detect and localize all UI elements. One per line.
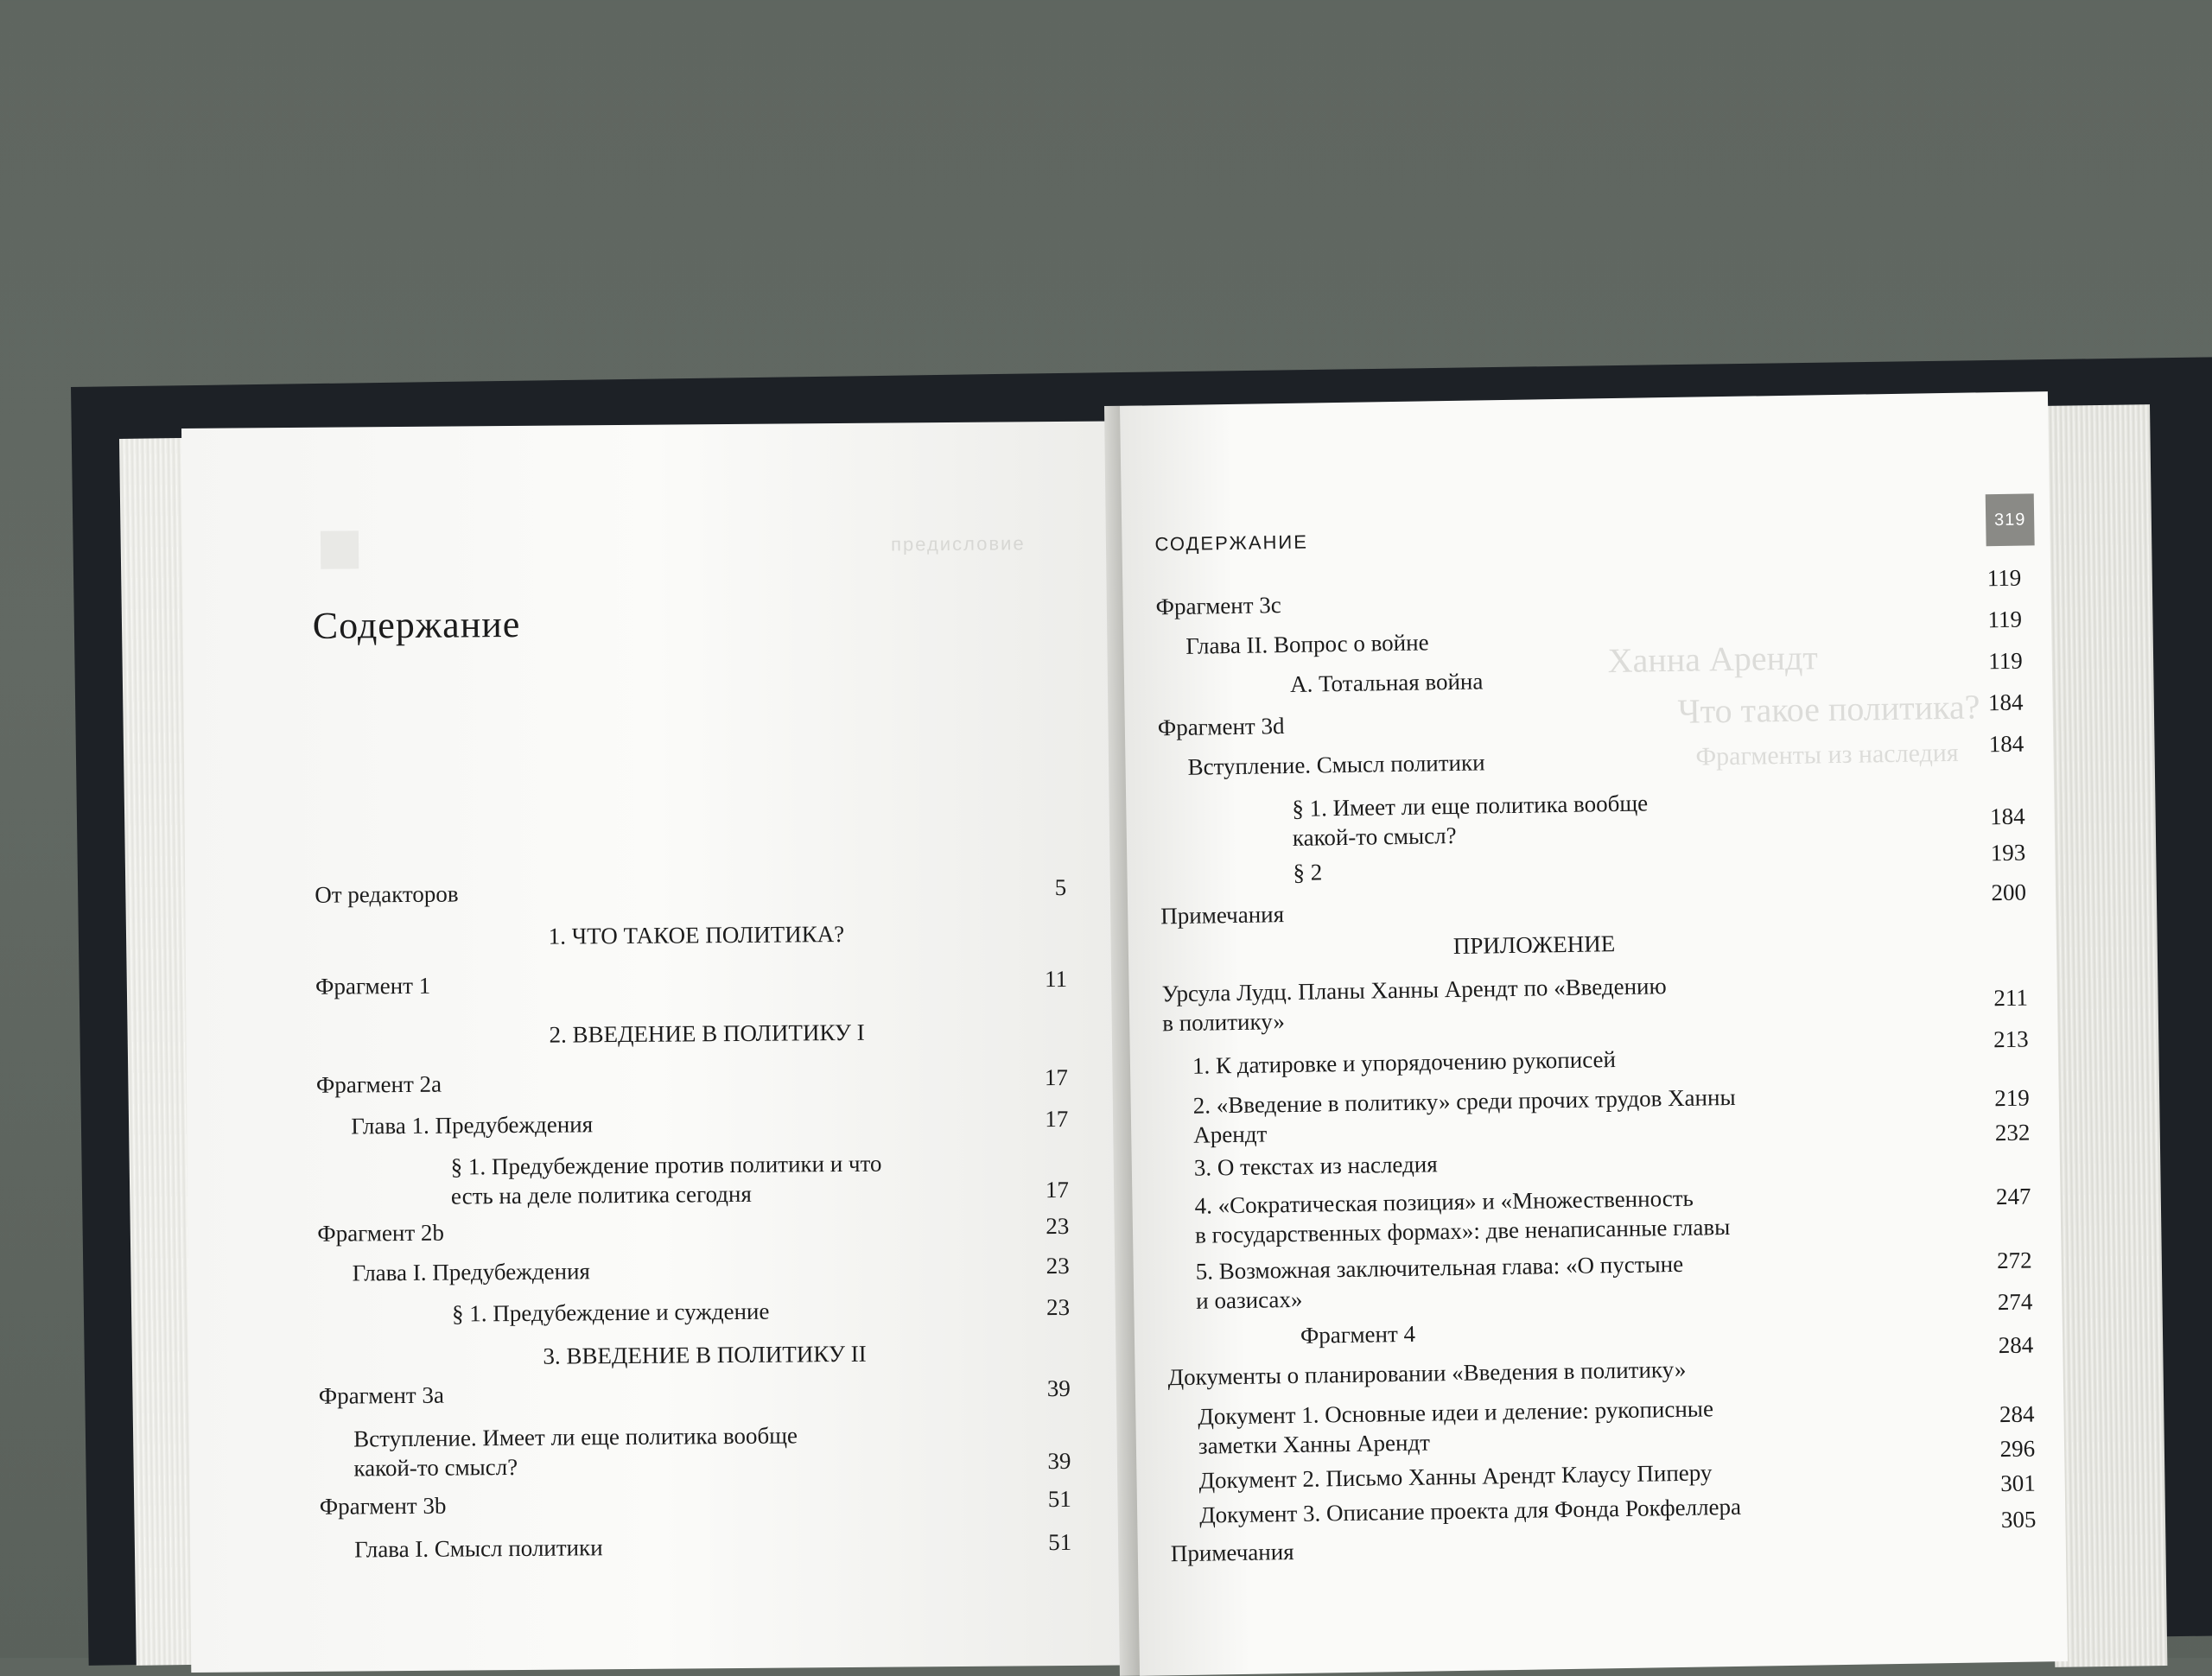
toc-entry: в государственных формах»: две ненаписанные главы bbox=[1194, 1214, 1731, 1248]
running-header: СОДЕРЖАНИЕ bbox=[1154, 530, 1309, 555]
ghost-page-box bbox=[321, 530, 359, 568]
toc-entry: Фрагмент 2a bbox=[315, 1070, 442, 1098]
toc-entry: От редакторов bbox=[315, 880, 459, 908]
toc-entry: Фрагмент 2b bbox=[317, 1219, 445, 1247]
toc-entry: Примечания bbox=[1160, 901, 1285, 930]
toc-entry: Вступление. Смысл политики bbox=[1187, 749, 1485, 780]
toc-page-number: 284 bbox=[1999, 1400, 2035, 1428]
toc-entry: Вступление. Имеет ли еще политика вообще bbox=[353, 1422, 798, 1452]
toc-page-number: 17 bbox=[1045, 1176, 1070, 1203]
ghost-header: предисловие bbox=[890, 532, 1026, 555]
toc-page-number: 39 bbox=[1047, 1447, 1071, 1475]
toc-page-number: 119 bbox=[1988, 647, 2023, 675]
toc-page-number: 272 bbox=[1996, 1247, 2032, 1274]
toc-entry: А. Тотальная война bbox=[1289, 668, 1484, 697]
toc-page-number: 211 bbox=[1993, 984, 2029, 1012]
toc-entry: в политику» bbox=[1161, 1008, 1286, 1037]
toc-entry: какой-то смысл? bbox=[1292, 822, 1457, 851]
toc-entry: Глава I. Предубеждения bbox=[352, 1258, 591, 1286]
right-page bbox=[1120, 391, 2068, 1676]
toc-entry: Глава 1. Предубеждения bbox=[351, 1111, 594, 1140]
toc-entry: заметки Ханны Арендт bbox=[1198, 1429, 1431, 1459]
toc-entry: Документы о планировании «Введения в политику» bbox=[1167, 1355, 1687, 1391]
toc-page-number: 17 bbox=[1045, 1105, 1069, 1133]
toc-page-number: 184 bbox=[1988, 730, 2024, 758]
toc-page-number: 11 bbox=[1044, 965, 1068, 993]
ghost-title: Что такое политика? bbox=[1677, 687, 1980, 731]
ghost-subtitle: Фрагменты из наследия bbox=[1695, 738, 1959, 771]
toc-entry: 1. К датировке и упорядочению рукописей bbox=[1192, 1046, 1617, 1079]
toc-page-number: 119 bbox=[1986, 564, 2022, 592]
toc-page-number: 23 bbox=[1046, 1293, 1071, 1321]
toc-entry: Фрагмент 4 bbox=[1300, 1320, 1416, 1349]
toc-entry: какой-то смысл? bbox=[353, 1453, 518, 1482]
ghost-author: Ханна Арендт bbox=[1607, 638, 1819, 681]
toc-page-number: 274 bbox=[1997, 1288, 2033, 1316]
toc-entry: 4. «Сократическая позиция» и «Множественность bbox=[1194, 1184, 1694, 1219]
toc-page-number: 51 bbox=[1047, 1485, 1071, 1513]
toc-entry: Глава I. Смысл политики bbox=[354, 1534, 603, 1563]
toc-page-number: 17 bbox=[1044, 1063, 1069, 1091]
toc-page-number: 119 bbox=[1987, 606, 2023, 633]
toc-entry: Арендт bbox=[1193, 1121, 1268, 1148]
toc-entry: § 1. Предубеждение и суждение bbox=[451, 1298, 770, 1327]
toc-page-number: 232 bbox=[1994, 1119, 2031, 1146]
toc-section-heading: ПРИЛОЖЕНИЕ bbox=[1452, 930, 1616, 960]
toc-page-number: 247 bbox=[1995, 1183, 2031, 1210]
toc-page-number: 23 bbox=[1046, 1212, 1070, 1240]
toc-page-number: 23 bbox=[1046, 1252, 1070, 1279]
toc-entry: Примечания bbox=[1170, 1538, 1294, 1567]
toc-entry: 3. О текстах из наследия bbox=[1193, 1151, 1438, 1181]
toc-section-heading: 3. ВВЕДЕНИЕ В ПОЛИТИКУ II bbox=[543, 1340, 867, 1369]
toc-section-heading: 2. ВВЕДЕНИЕ В ПОЛИТИКУ I bbox=[549, 1019, 865, 1048]
toc-entry: Фрагмент 3b bbox=[319, 1492, 447, 1520]
toc-entry: Фрагмент 1 bbox=[315, 972, 431, 1000]
toc-entry: Документ 1. Основные идеи и деление: рукописные bbox=[1198, 1395, 1714, 1430]
toc-page-number: 219 bbox=[1993, 1084, 2030, 1112]
toc-entry: 5. Возможная заключительная глава: «О пустыне bbox=[1195, 1250, 1684, 1285]
toc-page-number: 200 bbox=[1991, 879, 2027, 906]
toc-page-number: 193 bbox=[1990, 839, 2026, 867]
toc-page-number: 213 bbox=[1993, 1025, 2029, 1053]
toc-page-number: 305 bbox=[2000, 1506, 2037, 1533]
left-page bbox=[181, 421, 1133, 1673]
toc-page-number: 39 bbox=[1046, 1374, 1071, 1402]
toc-page-number: 284 bbox=[1998, 1331, 2034, 1359]
toc-entry: есть на деле политика сегодня bbox=[450, 1180, 752, 1209]
toc-page-number: 184 bbox=[1987, 689, 2024, 716]
toc-entry: § 1. Предубеждение против политики и что bbox=[450, 1150, 882, 1180]
page-number-box: 319 bbox=[1986, 493, 2035, 546]
toc-entry: Фрагмент 3d bbox=[1157, 713, 1285, 741]
toc-entry: Документ 2. Письмо Ханны Арендт Клаусу Пиперу bbox=[1198, 1459, 1713, 1494]
toc-entry: и оазисах» bbox=[1196, 1286, 1303, 1314]
toc-entry: Урсула Лудц. Планы Ханны Арендт по «Введению bbox=[1161, 973, 1667, 1007]
toc-title: Содержание bbox=[312, 602, 521, 647]
toc-entry: Глава II. Вопрос о войне bbox=[1185, 629, 1429, 659]
toc-page-number: 184 bbox=[1989, 803, 2025, 830]
toc-page-number: 301 bbox=[1999, 1470, 2036, 1497]
toc-entry: Фрагмент 3c bbox=[1155, 592, 1281, 620]
toc-page-number: 296 bbox=[1999, 1435, 2036, 1463]
toc-entry: 2. «Введение в политику» среди прочих трудов Ханны bbox=[1192, 1083, 1736, 1119]
toc-page-number: 5 bbox=[1054, 873, 1067, 901]
toc-entry: § 2 bbox=[1293, 859, 1323, 886]
toc-entry: Фрагмент 3a bbox=[318, 1381, 445, 1409]
toc-section-heading: 1. ЧТО ТАКОЕ ПОЛИТИКА? bbox=[548, 920, 845, 949]
toc-entry: Документ 3. Описание проекта для Фонда Рокфеллера bbox=[1198, 1493, 1742, 1528]
toc-entry: § 1. Имеет ли еще политика вообще bbox=[1292, 790, 1649, 822]
toc-page-number: 51 bbox=[1048, 1528, 1072, 1556]
